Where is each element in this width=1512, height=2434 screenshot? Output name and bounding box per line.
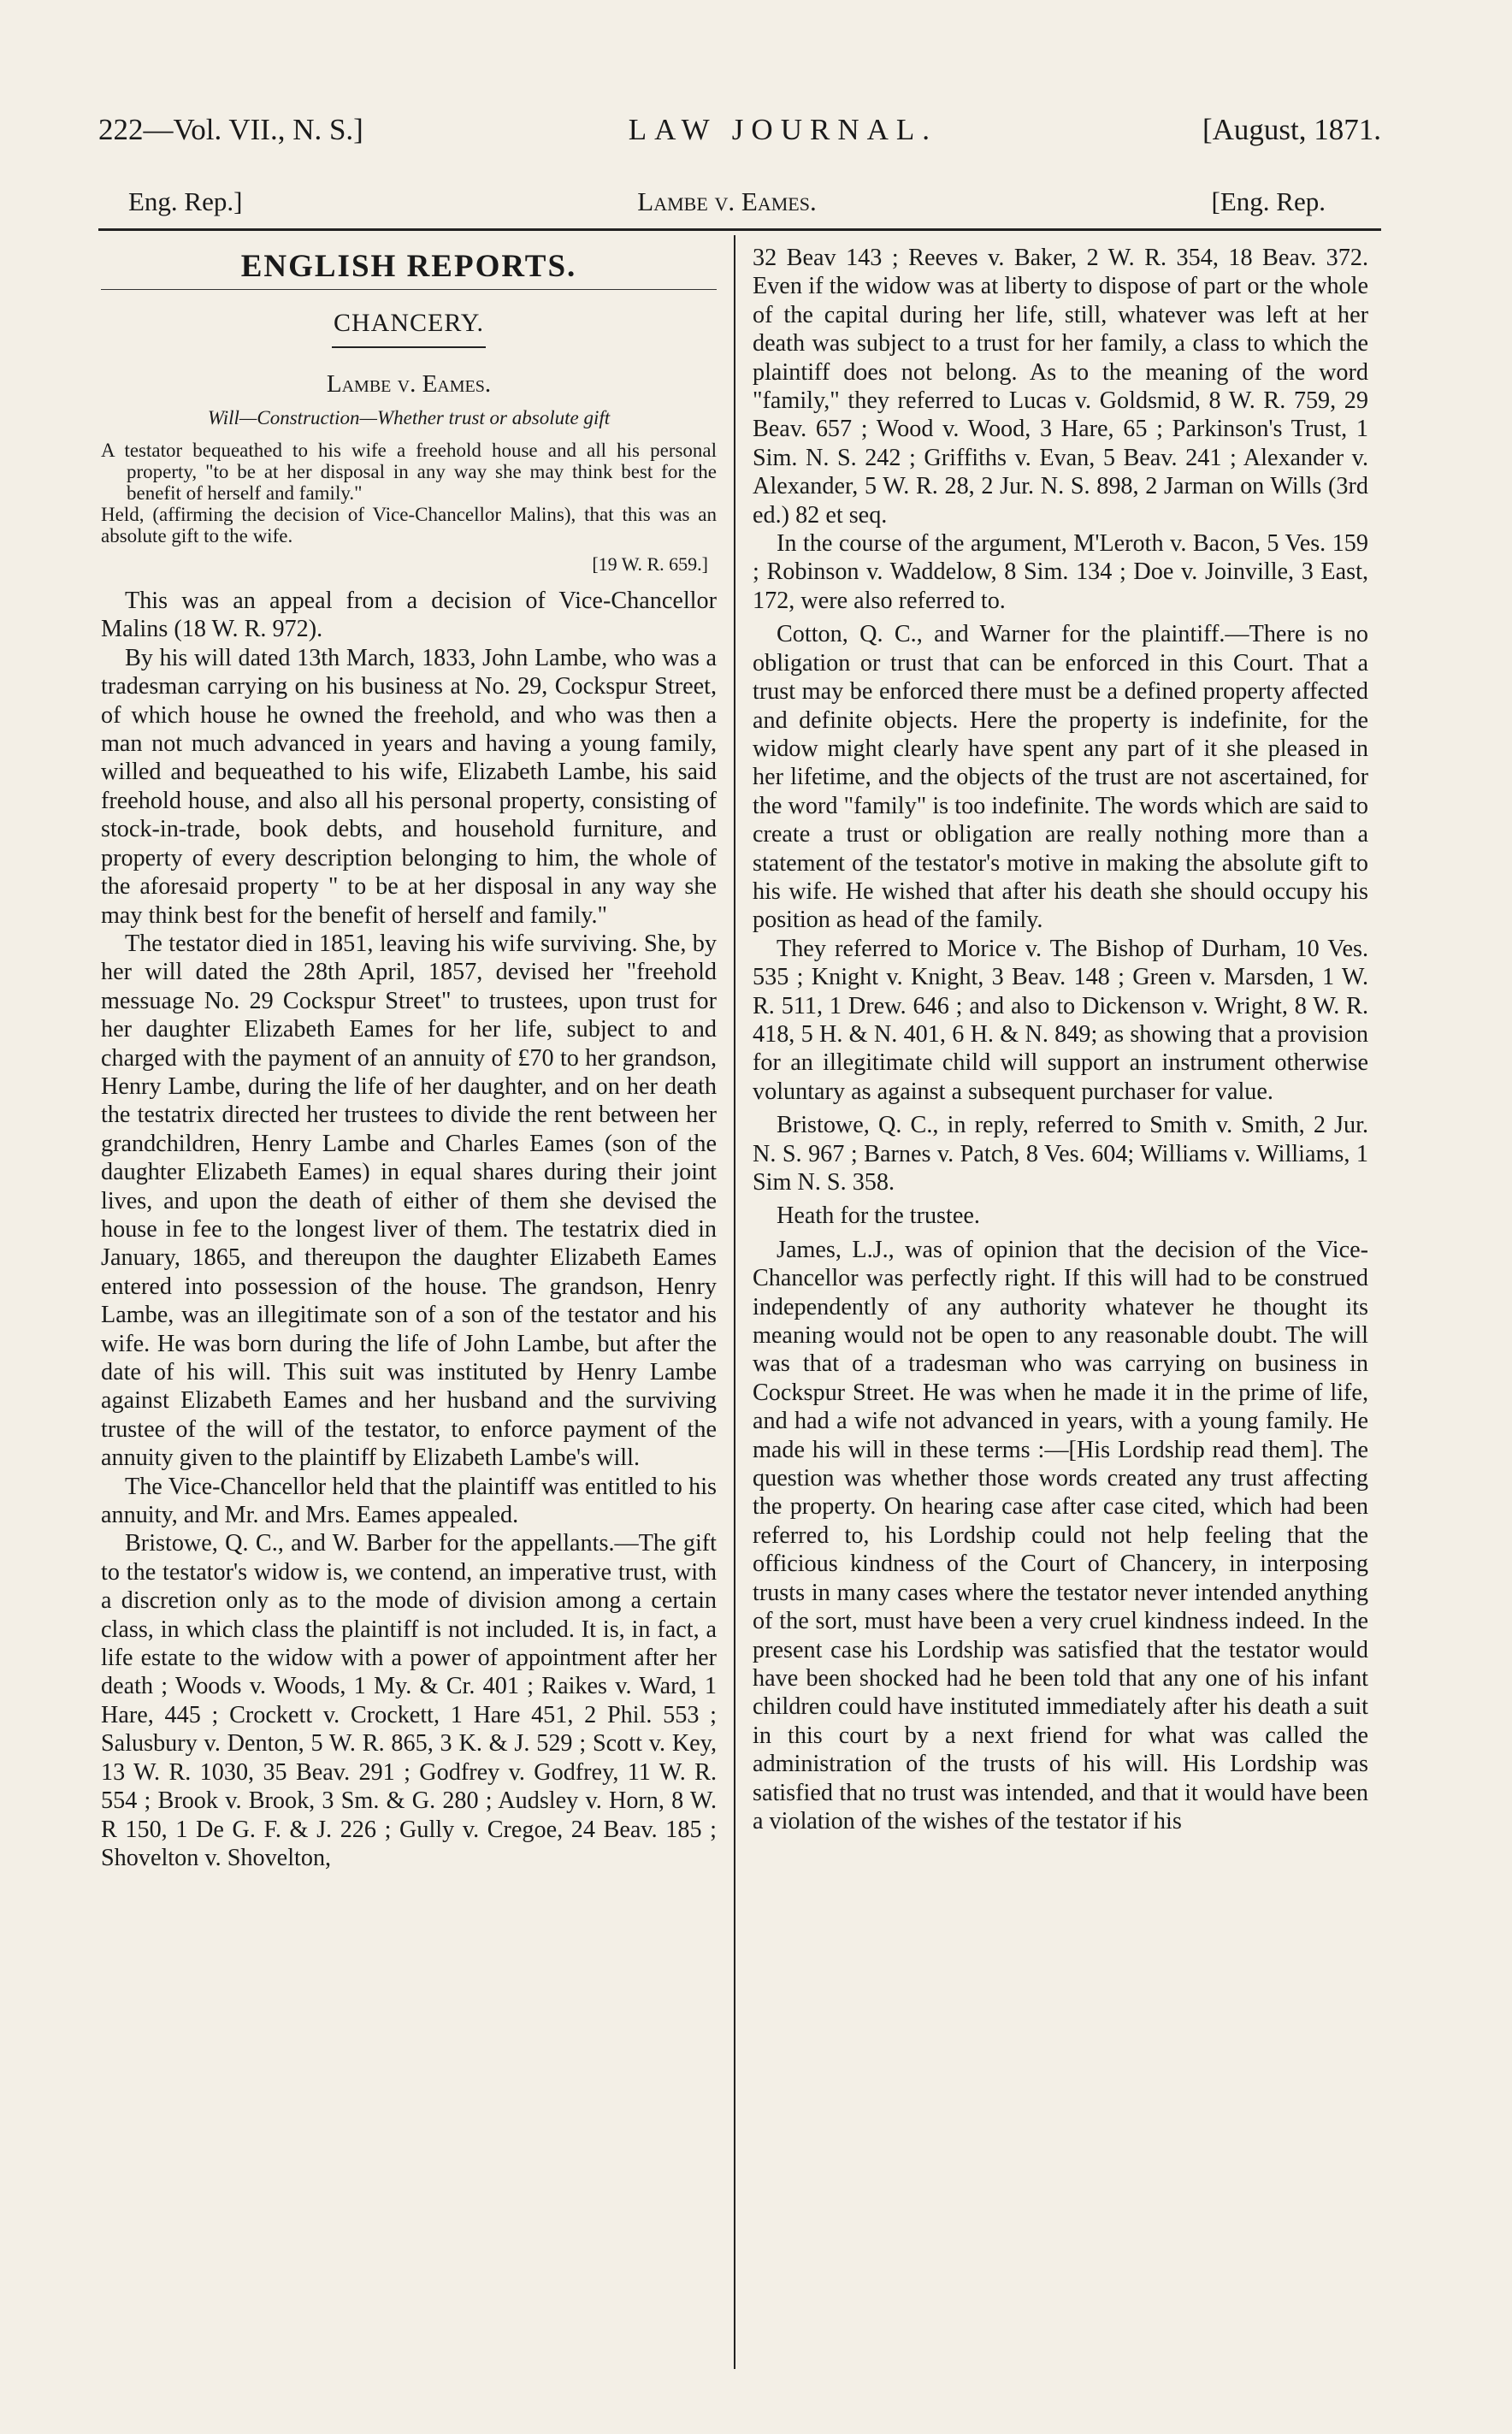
header-journal-title: LAW JOURNAL. <box>628 113 937 146</box>
paragraph: Cotton, Q. C., and Warner for the plaintiff.—There is no obligation or trust that can be enforced in this Court. That a trust may be enforced there must be a defined property affected and definite objects. Here the property is indefinite, for the widow might clearly have spent any part of it she pleased in her lifetime, and the objects of the trust are not ascertained, for the word "family" is too indefinite. The words which are said to create a trust or obligation are really nothing more than a statement of the testator's motive in making the absolute gift to his wife. He wished that after his death she should occupy his position as head of the family. <box>753 621 1368 934</box>
paragraph: This was an appeal from a decision of Vice-Chancellor Malins (18 W. R. 972). <box>101 588 717 643</box>
paragraph: The testator died in 1851, leaving his wife surviving. She, by her will dated the 28th April, 1857, devised her "freehold messuage No. 29 Cockspur Street" to trustees, upon trust for her daughter Elizabeth Eames for her life, subject to and charged with the payment of an annuity of £70 to her grandson, Henry Lambe, during the life of her daughter, and on her death the testatrix directed her trustees to divide the rent between her grandchildren, Henry Lambe and Charles Eames (son of the daughter Elizabeth Eames) in equal shares during their joint lives, and upon the death of either of them she devised the house in fee to the longest liver of them. The testatrix died in January, 1865, and thereupon the daughter Elizabeth Eames entered into possession of the house. The grandson, Henry Lambe, was an illegitimate son of a son of the testator and his wife. He was born during the life of John Lambe, but after the date of his will. This suit was instituted by Henry Lambe against Elizabeth Eames and her husband and the surviving trustee of the will of the testator, to enforce payment of the annuity given to the plaintiff by Elizabeth Lambe's will. <box>101 930 717 1472</box>
court-rule <box>332 346 486 348</box>
paragraph: Bristowe, Q. C., and W. Barber for the appellants.—The gift to the testator's widow is, we contend, an imperative trust, with a discretion only as to the mode of division among a certain class, in which class the plaintiff is not included. It is, in fact, a life estate to the widow with a power of appointment after her death ; Woods v. Woods, 1 My. & Cr. 401 ; Raikes v. Ward, 1 Hare, 445 ; Crockett v. Crockett, 1 Hare 451, 2 Phil. 553 ; Salusbury v. Denton, 5 W. R. 865, 3 K. & J. 529 ; Scott v. Key, 13 W. R. 1030, 35 Beav. 291 ; Godfrey v. Godfrey, 11 W. R. 554 ; Brook v. Brook, 3 Sm. & G. 280 ; Audsley v. Horn, 8 W. R 150, 1 De G. F. & J. 226 ; Gully v. Cregoe, 24 Beav. 185 ; Shovelton v. Shovelton, <box>101 1530 717 1871</box>
header-rule <box>98 228 1381 231</box>
header-date: [August, 1871. <box>1202 113 1381 146</box>
section-title: ENGLISH REPORTS. <box>240 249 577 284</box>
left-column <box>101 244 717 1872</box>
headnote: A testator bequeathed to his wife a freehold house and all his personal property, "to be at her disposal in any way she may think best for the benefit of herself and family." <box>101 439 717 504</box>
right-column <box>753 244 1368 1835</box>
section-rule <box>101 289 717 290</box>
paragraph: They referred to Morice v. The Bishop of Durham, 10 Ves. 535 ; Knight v. Knight, 3 Beav. 148 ; Green v. Marsden, 1 W. R. 511, 1 Drew. 646 ; and also to Dickenson v. Wright, 8 W. R. 418, 5 H. & N. 401, 6 H. & N. 849; as showing that a provision for an illegitimate child will support an instrument otherwise voluntary as against a subsequent purchaser for value. <box>753 935 1368 1105</box>
paragraph: In the course of the argument, M'Leroth v. Bacon, 5 Ves. 159 ; Robinson v. Waddelow, 8 Sim. 134 ; Doe v. Joinville, 3 East, 172, were also referred to. <box>753 530 1368 614</box>
report-citation: [19 W. R. 659.] <box>592 552 708 575</box>
case-title: Lambe v. Eames. <box>326 369 492 398</box>
catchwords: Will—Construction—Whether trust or absolute gift <box>207 407 611 429</box>
subheader-left: Eng. Rep.] <box>128 186 243 216</box>
header-volume: 222—Vol. VII., N. S.] <box>98 113 363 146</box>
running-header <box>98 113 1381 147</box>
paragraph: James, L.J., was of opinion that the decision of the Vice-Chancellor was perfectly right. If this will had to be construed independently of any authority whatever he thought its meaning would not be open to any reasonable doubt. The will was that of a tradesman who was carrying on business in Cockspur Street. He was when he made it in the prime of life, and had a wife not advanced in years, with a young family. He made his will in these terms :—[His Lordship read them]. The question was whether those words created any trust affecting the property. On hearing case after case cited, which had been referred to, his Lordship could not help feeling that the officious kindness of the Court of Chancery, in interposing trusts in many cases where the testator never intended anything of the sort, must have been a very cruel kindness indeed. In the present case his Lordship was satisfied that the testator would have been shocked had he been told that any one of his infant children could have instituted immediately after his death a suit in this court by a next friend for what was called the administration of the trusts of his will. His Lordship was satisfied that no trust was intended, and that it would have been a violation of the wishes of the testator if his <box>753 1236 1368 1834</box>
paragraph: Heath for the trustee. <box>777 1202 980 1230</box>
paragraph: By his will dated 13th March, 1833, John Lambe, who was a tradesman carrying on his business at No. 29, Cockspur Street, of which house he owned the freehold, and who was then a man not much advanced in years and having a young family, willed and bequeathed to his wife, Elizabeth Lambe, his said freehold house, and also all his personal property, consisting of stock-in-trade, book debts, and household furniture, and property of every description belonging to him, the whole of the aforesaid property " to be at her disposal in any way she may think best for the benefit of herself and family." <box>101 644 717 929</box>
paragraph: 32 Beav 143 ; Reeves v. Baker, 2 W. R. 354, 18 Beav. 372. Even if the widow was at liberty to dispose of part or the whole of the capital during her life, still, whatever was left at her death was subject to a trust for her family, a class to which the plaintiff does not belong. As to the meaning of the word "family," they referred to Lucas v. Goldsmid, 8 W. R. 759, 29 Beav. 657 ; Wood v. Wood, 3 Hare, 65 ; Parkinson's Trust, 1 Sim. N. S. 242 ; Griffiths v. Evan, 5 Beav. 241 ; Alexander v. Alexander, 5 W. R. 28, 2 Jur. N. S. 898, 2 Jarman on Wills (3rd ed.) 82 et seq. <box>753 245 1368 529</box>
paragraph: Bristowe, Q. C., in reply, referred to Smith v. Smith, 2 Jur. N. S. 967 ; Barnes v. Patch, 8 Ves. 604; Williams v. Williams, 1 Sim N. S. 358. <box>753 1112 1368 1196</box>
subheader-right: [Eng. Rep. <box>1211 186 1326 216</box>
running-subheader <box>128 186 1326 217</box>
court-title: CHANCERY. <box>334 309 484 338</box>
column-divider <box>734 235 735 2369</box>
subheader-case: Lambe v. Eames. <box>637 186 817 216</box>
headnote-held: Held, (affirming the decision of Vice-Chancellor Malins), that this was an absolute gift to the wife. <box>101 503 717 546</box>
paragraph: The Vice-Chancellor held that the plaintiff was entitled to his annuity, and Mr. and Mrs. Eames appealed. <box>101 1473 717 1529</box>
